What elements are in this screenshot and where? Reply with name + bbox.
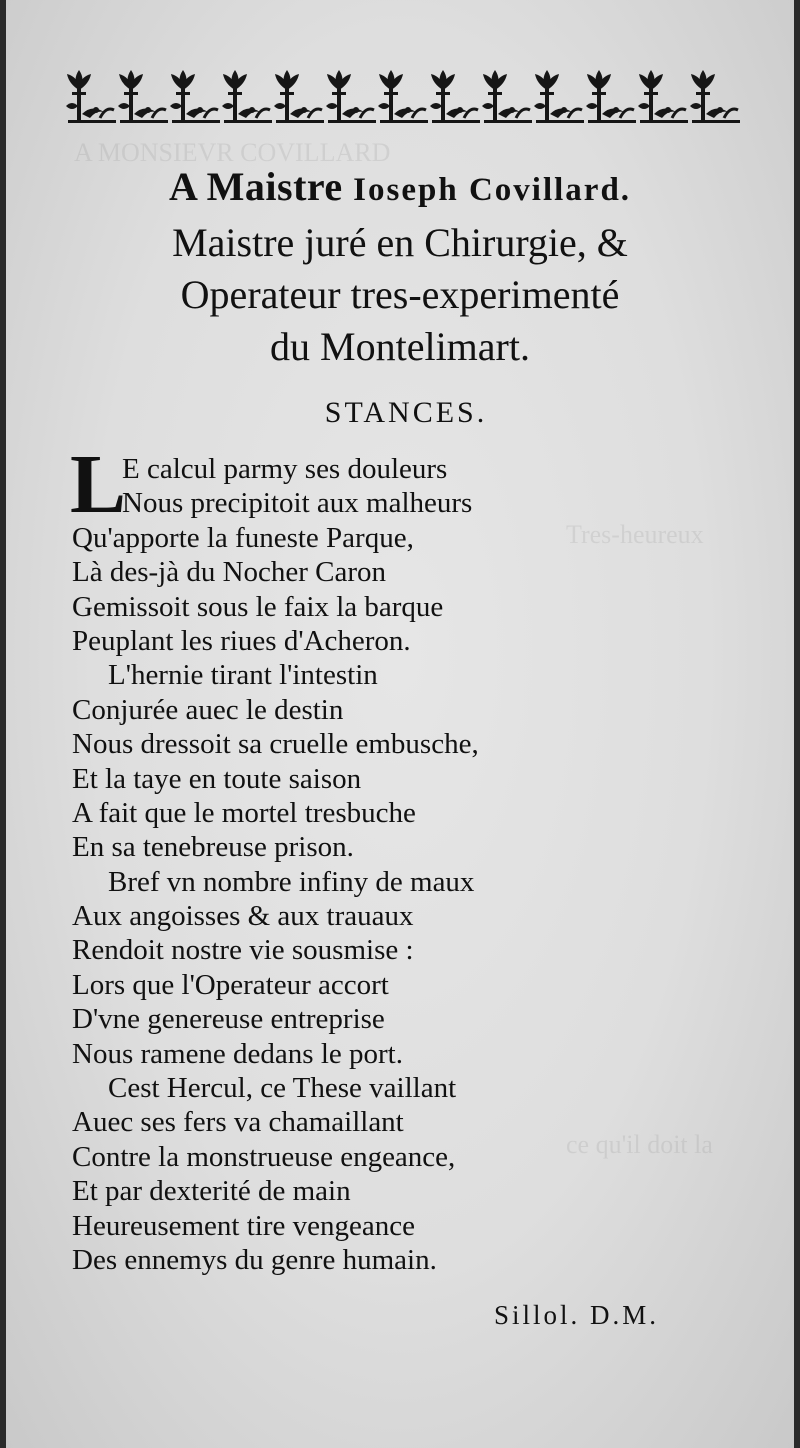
title-name: Ioseph Covillard. (353, 172, 632, 208)
title-prefix: A Maistre (168, 164, 343, 209)
drop-cap: L (70, 438, 127, 531)
poem-line: Nous precipitoit aux malheurs (122, 487, 473, 520)
poem-line: Cest Hercul, ce These vaillant (108, 1072, 457, 1105)
title-line-2: Maistre juré en Chirurgie, & (172, 220, 628, 265)
poem-line: Là des-jà du Nocher Caron (72, 556, 387, 589)
title-line-1 (6, 158, 794, 219)
title-line-4: du Montelimart. (270, 324, 530, 369)
poem-line: E calcul parmy ses douleurs (122, 453, 448, 485)
fleur-de-lis-border-icon (66, 66, 756, 126)
poem-line: Et la taye en toute saison (72, 762, 362, 795)
poem-line: Nous ramene dedans le port. (72, 1037, 403, 1070)
poem-line: Auec ses fers va chamaillant (72, 1106, 404, 1139)
show-through-text: A MONSIEVR COVILLARD (74, 138, 391, 167)
title-line-3: Operateur tres-experimenté (180, 272, 620, 317)
poem-line: En sa tenebreuse prison. (72, 831, 354, 864)
poem-line: Bref vn nombre infiny de maux (108, 865, 475, 898)
poem-line: Gemissoit sous le faix la barque (72, 590, 444, 623)
author-signature: Sillol. D.M. (494, 1300, 660, 1330)
poem-line: A fait que le mortel tresbuche (72, 796, 416, 829)
show-through-text: ce qu'il doit la (566, 1130, 713, 1159)
poem-line: Lors que l'Operateur accort (72, 968, 389, 1001)
poem-line: Contre la monstrueuse engeance, (72, 1140, 456, 1173)
poem-line: D'vne genereuse entreprise (72, 1003, 385, 1036)
poem-line: Heureusement tire vengeance (72, 1209, 415, 1242)
poem-line: Peuplant les riues d'Acheron. (72, 624, 411, 657)
poem-line: Des ennemys du genre humain. (72, 1243, 437, 1276)
section-title: STANCES. (324, 396, 488, 429)
poem-line: Rendoit nostre vie sousmise : (72, 934, 414, 967)
show-through-text: Tres-heureux (566, 520, 704, 549)
poem-line: Nous dressoit sa cruelle embusche, (72, 728, 479, 761)
poem-line: Conjurée auec le destin (72, 693, 344, 726)
poem-line: Qu'apporte la funeste Parque, (72, 521, 414, 554)
poem-line: Et par dexterité de main (72, 1175, 351, 1208)
poem (70, 438, 712, 1277)
poem-line: Aux angoisses & aux trauaux (72, 900, 414, 933)
poem-line: L'hernie tirant l'intestin (108, 659, 378, 692)
book-page (6, 0, 794, 1448)
